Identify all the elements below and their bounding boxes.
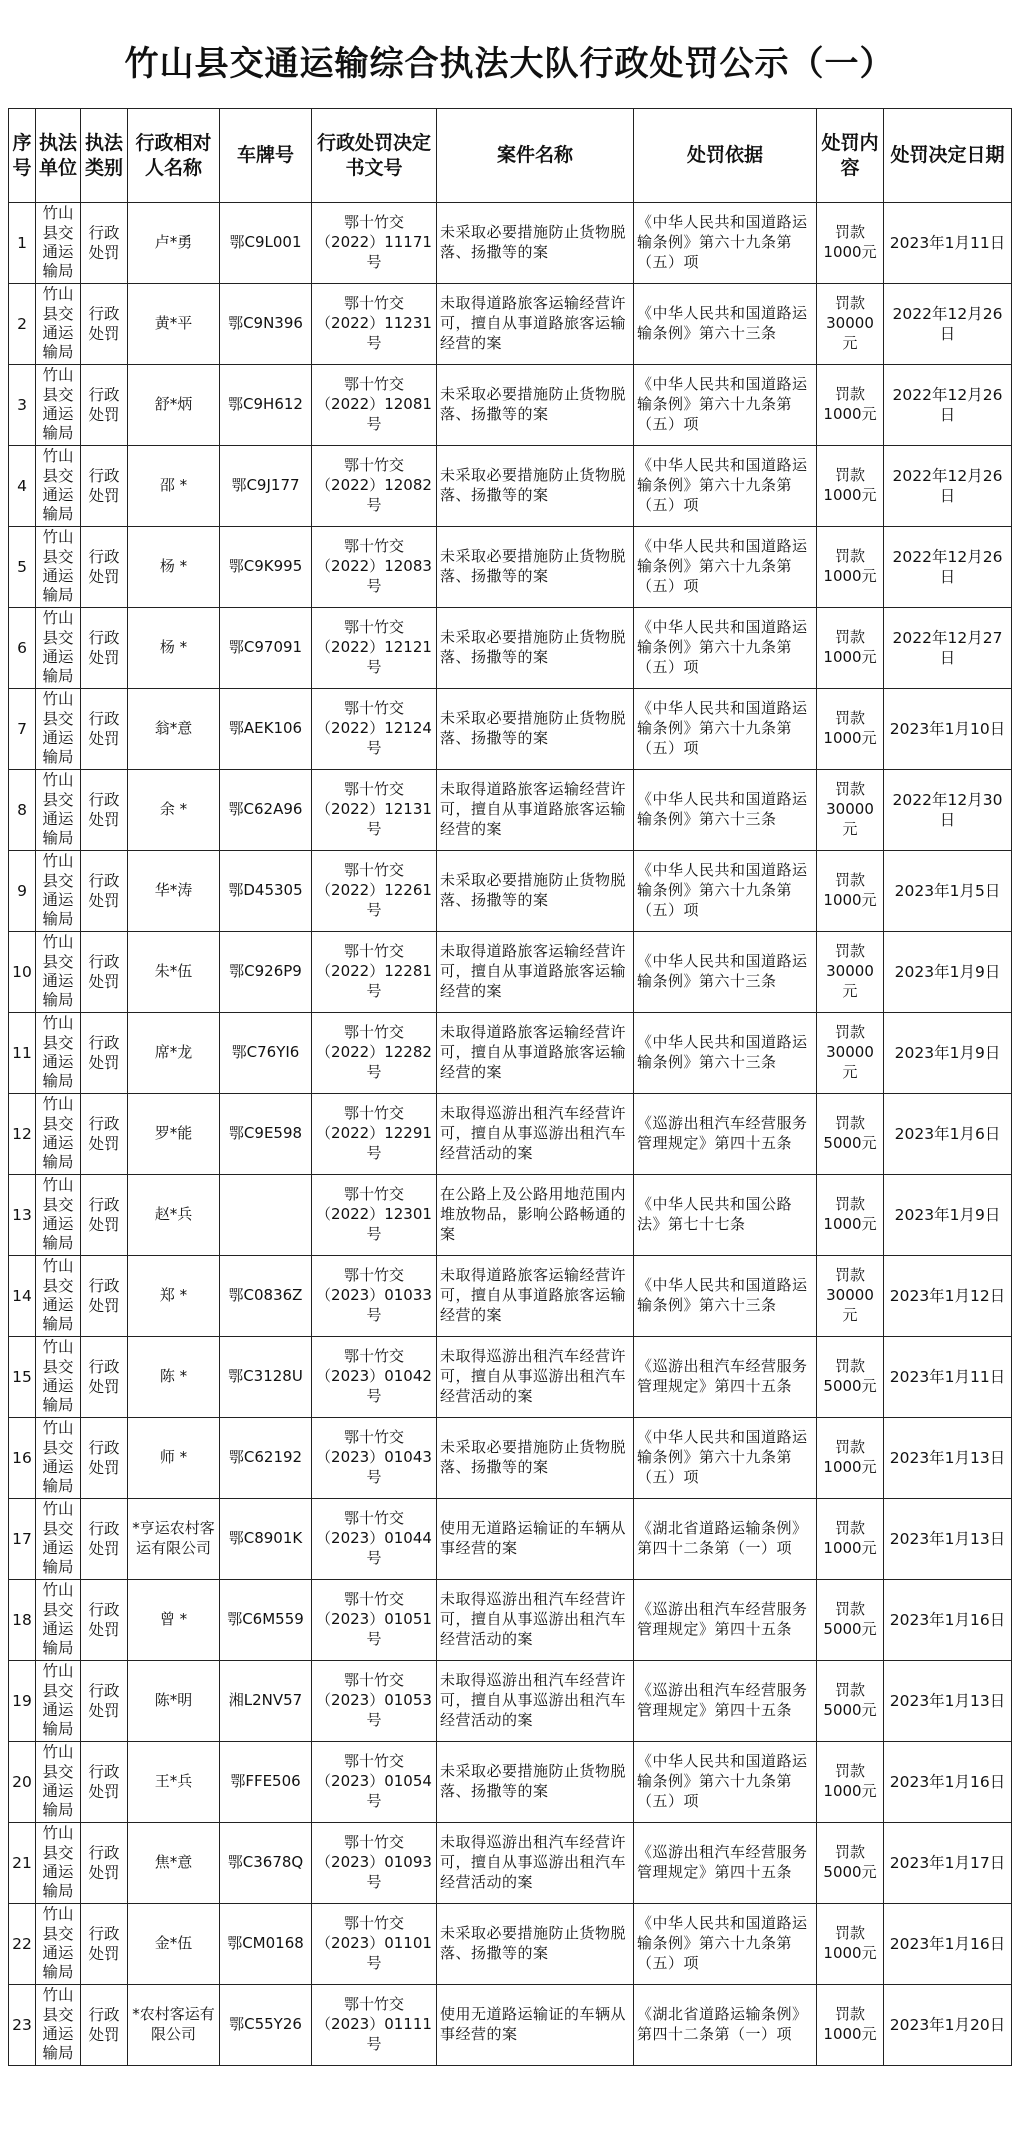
cell-doc-number: 鄂十竹交（2022）12124号 [312, 689, 437, 770]
cell-party-name: 卢*勇 [128, 203, 220, 284]
cell-penalty: 罚款5000元 [817, 1661, 884, 1742]
cell-plate: 鄂C9H612 [220, 365, 312, 446]
cell-seq: 14 [9, 1256, 36, 1337]
cell-party-name: 赵*兵 [128, 1175, 220, 1256]
cell-unit: 竹山县交通运输局 [36, 1337, 81, 1418]
header-penalty: 处罚内容 [817, 109, 884, 203]
cell-seq: 12 [9, 1094, 36, 1175]
cell-seq: 5 [9, 527, 36, 608]
cell-basis: 《中华人民共和国道路运输条例》第六十九条第（五）项 [634, 365, 817, 446]
cell-basis: 《中华人民共和国道路运输条例》第六十九条第（五）项 [634, 1418, 817, 1499]
cell-penalty: 罚款1000元 [817, 203, 884, 284]
cell-date: 2023年1月9日 [884, 932, 1012, 1013]
table-row [9, 527, 1012, 608]
cell-party-name: 曾 * [128, 1580, 220, 1661]
cell-unit: 竹山县交通运输局 [36, 608, 81, 689]
table-row [9, 1175, 1012, 1256]
cell-basis: 《中华人民共和国道路运输条例》第六十九条第（五）项 [634, 608, 817, 689]
cell-basis: 《中华人民共和国道路运输条例》第六十九条第（五）项 [634, 689, 817, 770]
cell-basis: 《中华人民共和国道路运输条例》第六十九条第（五）项 [634, 446, 817, 527]
cell-unit: 竹山县交通运输局 [36, 932, 81, 1013]
header-plate: 车牌号 [220, 109, 312, 203]
cell-plate: 鄂C9K995 [220, 527, 312, 608]
cell-case-name: 未取得巡游出租汽车经营许可，擅自从事巡游出租汽车经营活动的案 [437, 1580, 634, 1661]
cell-plate: 鄂FFE506 [220, 1742, 312, 1823]
cell-category: 行政处罚 [81, 1580, 128, 1661]
cell-basis: 《湖北省道路运输条例》第四十二条第（一）项 [634, 1499, 817, 1580]
cell-doc-number: 鄂十竹交（2023）01043号 [312, 1418, 437, 1499]
cell-unit: 竹山县交通运输局 [36, 1094, 81, 1175]
cell-unit: 竹山县交通运输局 [36, 1418, 81, 1499]
cell-unit: 竹山县交通运输局 [36, 851, 81, 932]
cell-plate: 鄂C55Y26 [220, 1985, 312, 2066]
table-row [9, 1418, 1012, 1499]
cell-date: 2023年1月13日 [884, 1661, 1012, 1742]
cell-basis: 《巡游出租汽车经营服务管理规定》第四十五条 [634, 1094, 817, 1175]
cell-penalty: 罚款1000元 [817, 851, 884, 932]
cell-date: 2023年1月11日 [884, 1337, 1012, 1418]
cell-case-name: 未取得道路旅客运输经营许可，擅自从事道路旅客运输经营的案 [437, 770, 634, 851]
cell-doc-number: 鄂十竹交（2023）01101号 [312, 1904, 437, 1985]
cell-unit: 竹山县交通运输局 [36, 1742, 81, 1823]
table-row [9, 446, 1012, 527]
cell-basis: 《中华人民共和国道路运输条例》第六十三条 [634, 770, 817, 851]
cell-party-name: 舒*炳 [128, 365, 220, 446]
cell-date: 2023年1月13日 [884, 1418, 1012, 1499]
cell-seq: 3 [9, 365, 36, 446]
cell-plate: 鄂C97091 [220, 608, 312, 689]
cell-plate: 鄂C9N396 [220, 284, 312, 365]
header-unit: 执法单位 [36, 109, 81, 203]
cell-penalty: 罚款30000元 [817, 1013, 884, 1094]
cell-date: 2022年12月26日 [884, 446, 1012, 527]
page-title: 竹山县交通运输综合执法大队行政处罚公示（一） [124, 43, 895, 84]
table-row [9, 932, 1012, 1013]
cell-basis: 《中华人民共和国道路运输条例》第六十三条 [634, 932, 817, 1013]
cell-party-name: 席*龙 [128, 1013, 220, 1094]
cell-plate: 鄂C926P9 [220, 932, 312, 1013]
cell-penalty: 罚款5000元 [817, 1580, 884, 1661]
cell-doc-number: 鄂十竹交（2022）12131号 [312, 770, 437, 851]
header-date: 处罚决定日期 [884, 109, 1012, 203]
cell-case-name: 未采取必要措施防止货物脱落、扬撒等的案 [437, 851, 634, 932]
cell-case-name: 未取得巡游出租汽车经营许可，擅自从事巡游出租汽车经营活动的案 [437, 1337, 634, 1418]
cell-doc-number: 鄂十竹交（2023）01033号 [312, 1256, 437, 1337]
cell-party-name: 王*兵 [128, 1742, 220, 1823]
cell-date: 2023年1月9日 [884, 1013, 1012, 1094]
cell-plate: 鄂C76YI6 [220, 1013, 312, 1094]
cell-date: 2023年1月5日 [884, 851, 1012, 932]
table-row [9, 1013, 1012, 1094]
cell-plate: 鄂AEK106 [220, 689, 312, 770]
cell-party-name: 焦*意 [128, 1823, 220, 1904]
cell-doc-number: 鄂十竹交（2022）12282号 [312, 1013, 437, 1094]
cell-doc-number: 鄂十竹交（2022）12281号 [312, 932, 437, 1013]
cell-doc-number: 鄂十竹交（2022）12083号 [312, 527, 437, 608]
cell-seq: 1 [9, 203, 36, 284]
cell-seq: 18 [9, 1580, 36, 1661]
cell-category: 行政处罚 [81, 527, 128, 608]
header-doc-number: 行政处罚决定书文号 [312, 109, 437, 203]
cell-penalty: 罚款30000元 [817, 770, 884, 851]
cell-category: 行政处罚 [81, 365, 128, 446]
cell-seq: 22 [9, 1904, 36, 1985]
cell-penalty: 罚款1000元 [817, 1418, 884, 1499]
cell-plate: 鄂CM0168 [220, 1904, 312, 1985]
cell-case-name: 未采取必要措施防止货物脱落、扬撒等的案 [437, 446, 634, 527]
cell-case-name: 未采取必要措施防止货物脱落、扬撒等的案 [437, 527, 634, 608]
header-party-name: 行政相对人名称 [128, 109, 220, 203]
cell-seq: 17 [9, 1499, 36, 1580]
table-row [9, 1742, 1012, 1823]
cell-category: 行政处罚 [81, 1013, 128, 1094]
cell-unit: 竹山县交通运输局 [36, 1661, 81, 1742]
cell-doc-number: 鄂十竹交（2023）01053号 [312, 1661, 437, 1742]
cell-seq: 6 [9, 608, 36, 689]
cell-category: 行政处罚 [81, 1904, 128, 1985]
table-header-row [9, 109, 1012, 203]
cell-doc-number: 鄂十竹交（2023）01054号 [312, 1742, 437, 1823]
cell-basis: 《巡游出租汽车经营服务管理规定》第四十五条 [634, 1661, 817, 1742]
table-row [9, 1904, 1012, 1985]
cell-basis: 《湖北省道路运输条例》第四十二条第（一）项 [634, 1985, 817, 2066]
cell-date: 2023年1月16日 [884, 1580, 1012, 1661]
cell-party-name: 邵 * [128, 446, 220, 527]
table-row [9, 1337, 1012, 1418]
cell-seq: 16 [9, 1418, 36, 1499]
cell-seq: 15 [9, 1337, 36, 1418]
cell-penalty: 罚款1000元 [817, 527, 884, 608]
cell-unit: 竹山县交通运输局 [36, 1499, 81, 1580]
table-row [9, 1823, 1012, 1904]
cell-penalty: 罚款1000元 [817, 1175, 884, 1256]
cell-category: 行政处罚 [81, 1256, 128, 1337]
cell-case-name: 未取得巡游出租汽车经营许可，擅自从事巡游出租汽车经营活动的案 [437, 1094, 634, 1175]
cell-penalty: 罚款1000元 [817, 1904, 884, 1985]
cell-penalty: 罚款1000元 [817, 1499, 884, 1580]
table-row [9, 1256, 1012, 1337]
cell-plate: 湘L2NV57 [220, 1661, 312, 1742]
cell-date: 2023年1月17日 [884, 1823, 1012, 1904]
cell-date: 2023年1月9日 [884, 1175, 1012, 1256]
table-row [9, 1661, 1012, 1742]
cell-category: 行政处罚 [81, 689, 128, 770]
cell-seq: 19 [9, 1661, 36, 1742]
cell-category: 行政处罚 [81, 1418, 128, 1499]
cell-category: 行政处罚 [81, 851, 128, 932]
cell-basis: 《中华人民共和国道路运输条例》第六十三条 [634, 1256, 817, 1337]
cell-plate: 鄂C9L001 [220, 203, 312, 284]
table-row [9, 203, 1012, 284]
table-row [9, 1985, 1012, 2066]
cell-basis: 《中华人民共和国道路运输条例》第六十九条第（五）项 [634, 203, 817, 284]
cell-party-name: 师 * [128, 1418, 220, 1499]
header-category: 执法类别 [81, 109, 128, 203]
cell-penalty: 罚款1000元 [817, 689, 884, 770]
cell-category: 行政处罚 [81, 1175, 128, 1256]
cell-doc-number: 鄂十竹交（2022）11231号 [312, 284, 437, 365]
cell-plate: 鄂C8901K [220, 1499, 312, 1580]
cell-category: 行政处罚 [81, 932, 128, 1013]
cell-case-name: 未取得道路旅客运输经营许可，擅自从事道路旅客运输经营的案 [437, 284, 634, 365]
cell-penalty: 罚款30000元 [817, 932, 884, 1013]
cell-plate: 鄂D45305 [220, 851, 312, 932]
table-row [9, 284, 1012, 365]
cell-date: 2023年1月16日 [884, 1742, 1012, 1823]
cell-seq: 21 [9, 1823, 36, 1904]
cell-plate: 鄂C9E598 [220, 1094, 312, 1175]
cell-doc-number: 鄂十竹交（2023）01093号 [312, 1823, 437, 1904]
cell-basis: 《中华人民共和国公路法》第七十七条 [634, 1175, 817, 1256]
table-row [9, 1094, 1012, 1175]
cell-party-name: *农村客运有限公司 [128, 1985, 220, 2066]
cell-penalty: 罚款30000元 [817, 1256, 884, 1337]
cell-case-name: 未取得巡游出租汽车经营许可，擅自从事巡游出租汽车经营活动的案 [437, 1823, 634, 1904]
cell-unit: 竹山县交通运输局 [36, 446, 81, 527]
cell-party-name: 杨 * [128, 608, 220, 689]
cell-case-name: 未采取必要措施防止货物脱落、扬撒等的案 [437, 203, 634, 284]
cell-basis: 《中华人民共和国道路运输条例》第六十九条第（五）项 [634, 1742, 817, 1823]
cell-party-name: *亨运农村客运有限公司 [128, 1499, 220, 1580]
cell-category: 行政处罚 [81, 1094, 128, 1175]
cell-plate: 鄂C62A96 [220, 770, 312, 851]
cell-case-name: 使用无道路运输证的车辆从事经营的案 [437, 1985, 634, 2066]
cell-basis: 《巡游出租汽车经营服务管理规定》第四十五条 [634, 1580, 817, 1661]
cell-category: 行政处罚 [81, 203, 128, 284]
cell-unit: 竹山县交通运输局 [36, 527, 81, 608]
cell-case-name: 使用无道路运输证的车辆从事经营的案 [437, 1499, 634, 1580]
cell-category: 行政处罚 [81, 1499, 128, 1580]
cell-date: 2023年1月16日 [884, 1904, 1012, 1985]
cell-party-name: 罗*能 [128, 1094, 220, 1175]
cell-case-name: 未采取必要措施防止货物脱落、扬撒等的案 [437, 608, 634, 689]
cell-category: 行政处罚 [81, 1742, 128, 1823]
cell-seq: 11 [9, 1013, 36, 1094]
cell-category: 行政处罚 [81, 608, 128, 689]
cell-date: 2022年12月30日 [884, 770, 1012, 851]
cell-party-name: 余 * [128, 770, 220, 851]
cell-seq: 9 [9, 851, 36, 932]
cell-case-name: 未取得道路旅客运输经营许可，擅自从事道路旅客运输经营的案 [437, 1013, 634, 1094]
cell-date: 2022年12月26日 [884, 527, 1012, 608]
cell-plate: 鄂C3128U [220, 1337, 312, 1418]
cell-category: 行政处罚 [81, 1823, 128, 1904]
header-case-name: 案件名称 [437, 109, 634, 203]
cell-date: 2023年1月10日 [884, 689, 1012, 770]
cell-date: 2023年1月20日 [884, 1985, 1012, 2066]
cell-doc-number: 鄂十竹交（2022）12081号 [312, 365, 437, 446]
cell-party-name: 杨 * [128, 527, 220, 608]
cell-unit: 竹山县交通运输局 [36, 1175, 81, 1256]
cell-date: 2023年1月11日 [884, 203, 1012, 284]
cell-penalty: 罚款1000元 [817, 1985, 884, 2066]
cell-doc-number: 鄂十竹交（2023）01111号 [312, 1985, 437, 2066]
cell-seq: 7 [9, 689, 36, 770]
cell-case-name: 未取得道路旅客运输经营许可，擅自从事道路旅客运输经营的案 [437, 1256, 634, 1337]
cell-penalty: 罚款30000元 [817, 284, 884, 365]
cell-unit: 竹山县交通运输局 [36, 770, 81, 851]
cell-doc-number: 鄂十竹交（2023）01044号 [312, 1499, 437, 1580]
cell-unit: 竹山县交通运输局 [36, 1256, 81, 1337]
cell-seq: 2 [9, 284, 36, 365]
cell-penalty: 罚款5000元 [817, 1094, 884, 1175]
cell-penalty: 罚款1000元 [817, 365, 884, 446]
cell-penalty: 罚款1000元 [817, 1742, 884, 1823]
cell-doc-number: 鄂十竹交（2023）01051号 [312, 1580, 437, 1661]
cell-date: 2023年1月13日 [884, 1499, 1012, 1580]
cell-unit: 竹山县交通运输局 [36, 1985, 81, 2066]
cell-basis: 《中华人民共和国道路运输条例》第六十三条 [634, 284, 817, 365]
cell-plate: 鄂C0836Z [220, 1256, 312, 1337]
cell-party-name: 郑 * [128, 1256, 220, 1337]
header-seq: 序号 [9, 109, 36, 203]
cell-unit: 竹山县交通运输局 [36, 1580, 81, 1661]
cell-penalty: 罚款1000元 [817, 446, 884, 527]
cell-case-name: 未采取必要措施防止货物脱落、扬撒等的案 [437, 365, 634, 446]
cell-plate: 鄂C9J177 [220, 446, 312, 527]
cell-case-name: 未采取必要措施防止货物脱落、扬撒等的案 [437, 1742, 634, 1823]
cell-doc-number: 鄂十竹交（2022）12301号 [312, 1175, 437, 1256]
table-row [9, 608, 1012, 689]
cell-category: 行政处罚 [81, 1661, 128, 1742]
cell-category: 行政处罚 [81, 1985, 128, 2066]
cell-category: 行政处罚 [81, 770, 128, 851]
cell-case-name: 未取得巡游出租汽车经营许可，擅自从事巡游出租汽车经营活动的案 [437, 1661, 634, 1742]
cell-unit: 竹山县交通运输局 [36, 1904, 81, 1985]
cell-party-name: 朱*伍 [128, 932, 220, 1013]
cell-category: 行政处罚 [81, 1337, 128, 1418]
cell-doc-number: 鄂十竹交（2022）12261号 [312, 851, 437, 932]
cell-doc-number: 鄂十竹交（2022）12291号 [312, 1094, 437, 1175]
table-row [9, 365, 1012, 446]
table-row [9, 851, 1012, 932]
cell-case-name: 未取得道路旅客运输经营许可，擅自从事道路旅客运输经营的案 [437, 932, 634, 1013]
table-row [9, 1580, 1012, 1661]
cell-party-name: 陈 * [128, 1337, 220, 1418]
cell-unit: 竹山县交通运输局 [36, 1823, 81, 1904]
cell-date: 2023年1月12日 [884, 1256, 1012, 1337]
table-row [9, 689, 1012, 770]
cell-plate [220, 1175, 312, 1256]
penalty-table [8, 108, 1012, 2066]
cell-seq: 4 [9, 446, 36, 527]
cell-doc-number: 鄂十竹交（2022）11171号 [312, 203, 437, 284]
cell-case-name: 在公路上及公路用地范围内堆放物品，影响公路畅通的案 [437, 1175, 634, 1256]
cell-penalty: 罚款1000元 [817, 608, 884, 689]
cell-basis: 《中华人民共和国道路运输条例》第六十九条第（五）项 [634, 851, 817, 932]
cell-plate: 鄂C6M559 [220, 1580, 312, 1661]
cell-seq: 10 [9, 932, 36, 1013]
cell-party-name: 华*涛 [128, 851, 220, 932]
cell-party-name: 金*伍 [128, 1904, 220, 1985]
cell-category: 行政处罚 [81, 284, 128, 365]
cell-date: 2022年12月26日 [884, 284, 1012, 365]
cell-unit: 竹山县交通运输局 [36, 203, 81, 284]
header-basis: 处罚依据 [634, 109, 817, 203]
cell-party-name: 陈*明 [128, 1661, 220, 1742]
table-row [9, 1499, 1012, 1580]
cell-basis: 《中华人民共和国道路运输条例》第六十三条 [634, 1013, 817, 1094]
cell-case-name: 未采取必要措施防止货物脱落、扬撒等的案 [437, 1418, 634, 1499]
cell-party-name: 翁*意 [128, 689, 220, 770]
cell-seq: 20 [9, 1742, 36, 1823]
cell-case-name: 未采取必要措施防止货物脱落、扬撒等的案 [437, 1904, 634, 1985]
cell-seq: 23 [9, 1985, 36, 2066]
cell-doc-number: 鄂十竹交（2023）01042号 [312, 1337, 437, 1418]
cell-seq: 13 [9, 1175, 36, 1256]
cell-basis: 《巡游出租汽车经营服务管理规定》第四十五条 [634, 1823, 817, 1904]
table-row [9, 770, 1012, 851]
cell-doc-number: 鄂十竹交（2022）12082号 [312, 446, 437, 527]
cell-date: 2022年12月26日 [884, 365, 1012, 446]
cell-party-name: 黄*平 [128, 284, 220, 365]
cell-unit: 竹山县交通运输局 [36, 689, 81, 770]
cell-category: 行政处罚 [81, 446, 128, 527]
cell-unit: 竹山县交通运输局 [36, 284, 81, 365]
cell-date: 2022年12月27日 [884, 608, 1012, 689]
cell-doc-number: 鄂十竹交（2022）12121号 [312, 608, 437, 689]
cell-seq: 8 [9, 770, 36, 851]
cell-plate: 鄂C62192 [220, 1418, 312, 1499]
cell-penalty: 罚款5000元 [817, 1823, 884, 1904]
cell-date: 2023年1月6日 [884, 1094, 1012, 1175]
cell-basis: 《巡游出租汽车经营服务管理规定》第四十五条 [634, 1337, 817, 1418]
cell-basis: 《中华人民共和国道路运输条例》第六十九条第（五）项 [634, 1904, 817, 1985]
cell-basis: 《中华人民共和国道路运输条例》第六十九条第（五）项 [634, 527, 817, 608]
cell-unit: 竹山县交通运输局 [36, 365, 81, 446]
cell-unit: 竹山县交通运输局 [36, 1013, 81, 1094]
cell-plate: 鄂C3678Q [220, 1823, 312, 1904]
cell-case-name: 未采取必要措施防止货物脱落、扬撒等的案 [437, 689, 634, 770]
cell-penalty: 罚款5000元 [817, 1337, 884, 1418]
